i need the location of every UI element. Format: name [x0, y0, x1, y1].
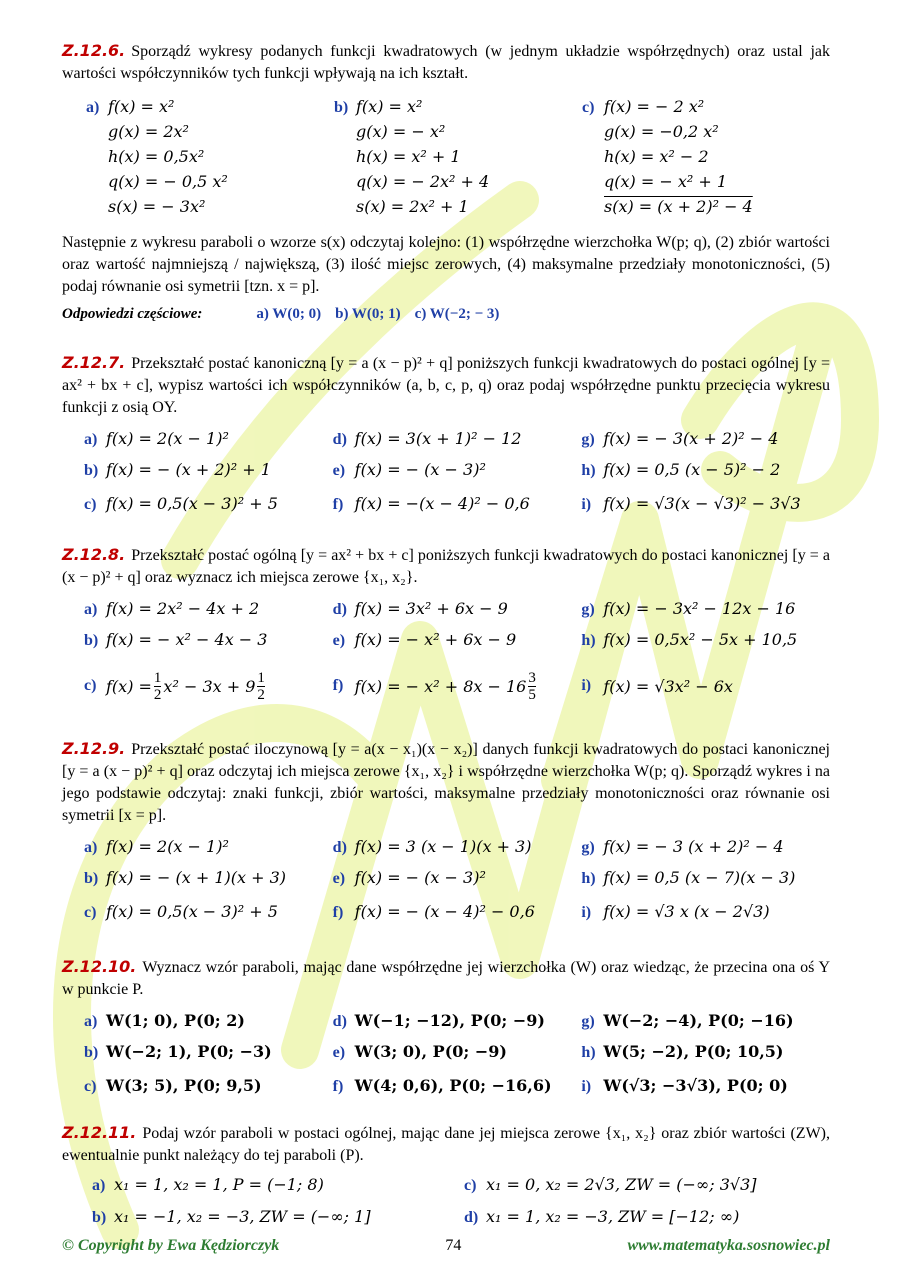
formula: q(x) = − 2x² + 4: [356, 172, 490, 191]
formula: f(x) = − 2 x²: [604, 97, 705, 116]
formula: f(x) = 3 (x − 1)(x + 3): [354, 837, 532, 856]
task-text: Sporządź wykresy podanych funkcji kwadratowych (w jednym układzie współrzędnych) oraz ustal jak wartości współczynników tych funkcji wpływają na ich kształt.: [62, 43, 830, 82]
formula: g(x) = − x²: [356, 122, 446, 141]
item-label: a): [92, 1177, 106, 1194]
formula: f(x) = √3(x − √3)² − 3√3: [603, 494, 801, 513]
formula: q(x) = − 0,5 x²: [108, 172, 228, 191]
formula: f(x) = − x² + 8x − 16: [354, 676, 527, 696]
formula: f(x) = 0,5(x − 3)² + 5: [106, 494, 278, 513]
fraction: $\frac{3}{5}$: [528, 669, 536, 703]
task-z12-11: [62, 1122, 830, 1239]
item-label: c): [582, 99, 595, 116]
item-label: d): [464, 1209, 479, 1226]
point-pair: W(4; 0,6), P(0; −16,6): [354, 1076, 552, 1095]
fraction: $\frac{1}{2}$: [257, 669, 265, 703]
formula: f(x) = − 3x² − 12x − 16: [603, 599, 796, 618]
formula: f(x) = − 3(x + 2)² − 4: [603, 429, 779, 448]
task-number: Z.12.7.: [62, 353, 126, 372]
formula: f(x) = 0,5(x − 3)² + 5: [106, 902, 278, 921]
page-content: [62, 40, 830, 1239]
point-pair: W(1; 0), P(0; 2): [106, 1011, 245, 1030]
formula-underlined: s(x) = (x + 2)² − 4: [604, 197, 753, 216]
formula: f(x) = − x² + 6x − 9: [354, 630, 517, 649]
item-label: c): [84, 496, 97, 513]
formula: f(x) = 0,5x² − 5x + 10,5: [603, 630, 798, 649]
item-label: b): [92, 1209, 107, 1226]
item-label: d): [332, 431, 347, 448]
formula: f(x) = √3x² − 6x: [603, 676, 733, 696]
task-text: Przekształć postać ogólną [y = ax² + bx + c] poniższych funkcji kwadratowych do postaci kanonicznej [y = a (x − p)² + q] oraz wyznacz ich miejsca zerowe {x₁, x₂}.: [62, 547, 830, 586]
item-label: b): [84, 462, 99, 479]
item-label: g): [581, 839, 595, 856]
item-label: i): [581, 496, 592, 513]
task-text: Podaj wzór paraboli w postaci ogólnej, mając dane jej miejsca zerowe {x₁, x₂} oraz zbiór wartości (ZW), ewentualnie punkt należący do tej paraboli (P).: [62, 1125, 830, 1164]
formula: f(x) = − (x − 3)²: [354, 868, 486, 887]
formula: f(x) = − (x − 4)² − 0,6: [354, 902, 535, 921]
formula: f(x) = − (x + 2)² + 1: [106, 460, 271, 479]
answers-row: [62, 306, 830, 323]
item-label: e): [332, 1044, 346, 1061]
item-label: i): [581, 677, 592, 694]
formula: f(x) = √3 x (x − 2√3): [603, 902, 770, 921]
formula: x₁ = 1, x₂ = 1, P = (−1; 8): [114, 1175, 324, 1194]
item-label: d): [332, 601, 347, 618]
formula: f(x) = − (x + 1)(x + 3): [106, 868, 287, 887]
point-pair: W(−2; −4), P(0; −16): [603, 1011, 794, 1030]
formula-grid: [62, 1175, 830, 1239]
item-label: c): [464, 1177, 477, 1194]
formula-grid: [62, 429, 830, 528]
formula: x₁ = −1, x₂ = −3, ZW = (−∞; 1]: [114, 1207, 371, 1226]
function-columns: [62, 97, 830, 222]
item-label: f): [332, 1078, 344, 1095]
item-label: c): [84, 677, 97, 694]
task-followup: Następnie z wykresu paraboli o wzorze s(x) odczytaj kolejno: (1) współrzędne wierzchołka W(p; q), (2) zbiór wartości oraz wartość najmniejszą / największą, (3) ilość miejsc zerowych, (4) maksymalne przedziały monotoniczności, (5) podaj równanie osi symetrii [tzn. x = p].: [62, 234, 830, 295]
item-label: h): [581, 1044, 596, 1061]
fraction: $\frac{1}{2}$: [153, 669, 162, 703]
formula: f(x) = −(x − 4)² − 0,6: [354, 494, 530, 513]
formula: x² − 3x + 9: [163, 676, 256, 696]
formula: f(x) = 0,5 (x − 7)(x − 3): [603, 868, 796, 887]
formula: h(x) = x² − 2: [604, 147, 709, 166]
item-label: f): [332, 904, 344, 921]
item-label: a): [86, 99, 100, 116]
formula: f(x) = − x² − 4x − 3: [106, 630, 268, 649]
formula-grid: [62, 837, 830, 936]
item-label: h): [581, 870, 596, 887]
item-label: f): [332, 496, 344, 513]
formula: g(x) = −0,2 x²: [604, 122, 719, 141]
task-text: Przekształć postać iloczynową [y = a(x − x₁)(x − x₂)] danych funkcji kwadratowych do postaci kanonicznej [y = a (x − p)² + q] oraz odczytaj ich miejsca zerowe {x₁, x₂} i współrzędne wierzchołka W(p; q). Sporządź wykres i na jego podstawie odczytaj: znaki funkcji, zbiór wartości, maksymalne przedziały monotoniczności oraz równanie osi symetrii [x = p].: [62, 741, 830, 824]
item-label: b): [84, 632, 99, 649]
task-text: Wyznacz wzór paraboli, mając dane współrzędne jej wierzchołka (W) oraz wiedząc, że przecina ona oś Y w punkcie P.: [62, 959, 830, 998]
item-label: c): [84, 904, 97, 921]
item-label: a): [84, 601, 98, 618]
point-pair: W(−2; 1), P(0; −3): [106, 1042, 272, 1061]
item-label: a): [84, 839, 98, 856]
formula: f(x) =: [106, 676, 152, 696]
point-pair: W(3; 0), P(0; −9): [354, 1042, 507, 1061]
item-label: d): [332, 839, 347, 856]
item-label: h): [581, 462, 596, 479]
point-pair: W(−1; −12), P(0; −9): [354, 1011, 545, 1030]
formula: s(x) = − 3x²: [108, 197, 206, 216]
formula: f(x) = − (x − 3)²: [354, 460, 486, 479]
formula: h(x) = 0,5x²: [108, 147, 205, 166]
item-label: e): [332, 632, 346, 649]
item-label: e): [332, 870, 346, 887]
task-z12-6: [62, 40, 830, 340]
page-footer: [62, 1237, 830, 1255]
item-label: g): [581, 431, 595, 448]
item-label: i): [581, 904, 592, 921]
task-z12-10: [62, 956, 830, 1116]
task-number: Z.12.8.: [62, 545, 126, 564]
page-number: 74: [445, 1237, 462, 1254]
website-link[interactable]: www.matematyka.sosnowiec.pl: [627, 1237, 830, 1254]
task-number: Z.12.9.: [62, 739, 126, 758]
item-label: b): [84, 1044, 99, 1061]
column-c: [582, 97, 830, 222]
formula: s(x) = 2x² + 1: [356, 197, 469, 216]
item-label: a): [84, 1013, 98, 1030]
task-number: Z.12.10.: [62, 957, 137, 976]
item-label: g): [581, 601, 595, 618]
column-a: [86, 97, 334, 222]
item-label: g): [581, 1013, 595, 1030]
formula: f(x) = − 3 (x + 2)² − 4: [603, 837, 784, 856]
task-number: Z.12.6.: [62, 41, 126, 60]
item-label: a): [84, 431, 98, 448]
task-z12-7: [62, 352, 830, 532]
formula: f(x) = 3(x + 1)² − 12: [354, 429, 522, 448]
formula: x₁ = 1, x₂ = −3, ZW = [−12; ∞): [486, 1207, 740, 1226]
formula: f(x) = x²: [356, 97, 423, 116]
column-b: [334, 97, 582, 222]
answer: c) W(−2; − 3): [414, 306, 500, 322]
point-pair: W(5; −2), P(0; 10,5): [603, 1042, 784, 1061]
formula: q(x) = − x² + 1: [604, 172, 728, 191]
task-z12-9: [62, 738, 830, 946]
task-text: Przekształć postać kanoniczną [y = a (x − p)² + q] poniższych funkcji kwadratowych do postaci ogólnej [y = ax² + bx + c], wypisz wartości ich współczynników (a, b, c, p, q) oraz podaj współrzędne punktu przecięcia wykresu funkcji z osią OY.: [62, 355, 830, 416]
point-pair: W(3; 5), P(0; 9,5): [106, 1076, 262, 1095]
formula: x₁ = 0, x₂ = 2√3, ZW = (−∞; 3√3]: [486, 1175, 757, 1194]
formula-grid: [62, 1011, 830, 1110]
formula: g(x) = 2x²: [108, 122, 189, 141]
formula: f(x) = 2x² − 4x + 2: [106, 599, 260, 618]
formula: f(x) = 3x² + 6x − 9: [354, 599, 508, 618]
formula: f(x) = 2(x − 1)²: [106, 837, 229, 856]
formula: f(x) = 0,5 (x − 5)² − 2: [603, 460, 781, 479]
formula: h(x) = x² + 1: [356, 147, 461, 166]
copyright: © Copyright by Ewa Kędziorczyk: [62, 1237, 280, 1254]
formula: f(x) = x²: [108, 97, 175, 116]
answer: b) W(0; 1): [335, 306, 401, 322]
item-label: c): [84, 1078, 97, 1095]
task-z12-8: [62, 544, 830, 726]
item-label: i): [581, 1078, 592, 1095]
answer: a) W(0; 0): [256, 306, 322, 322]
formula: f(x) = 2(x − 1)²: [106, 429, 229, 448]
task-number: Z.12.11.: [62, 1123, 137, 1142]
answers-label: Odpowiedzi częściowe:: [62, 306, 203, 322]
point-pair: W(√3; −3√3), P(0; 0): [603, 1076, 788, 1095]
item-label: h): [581, 632, 596, 649]
item-label: b): [334, 99, 349, 116]
formula-grid: [62, 599, 830, 708]
item-label: e): [332, 462, 346, 479]
item-label: d): [332, 1013, 347, 1030]
item-label: f): [332, 677, 344, 694]
item-label: b): [84, 870, 99, 887]
